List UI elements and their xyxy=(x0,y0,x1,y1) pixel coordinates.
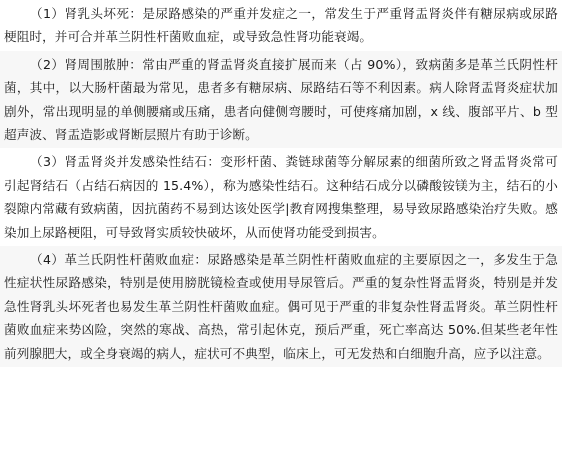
paragraph-gram-negative-sepsis: （4）革兰氏阴性杆菌败血症：尿路感染是革兰阴性杆菌败血症的主要原因之一，多发生于急性症状性尿路感染，特别是使用膀胱镜检查或使用导尿管后。严重的复杂性肾盂肾炎，特别是并发急性肾乳头坏死者也易发生革兰阴性杆菌败血症。偶可见于严重的非复杂性肾盂肾炎。革兰阴性杆菌败血症来势凶险，突然的寒战、高热，常引起休克，预后严重，死亡率高达 50%.但某些老年性前列腺肥大，或全身衰竭的病人，症状可不典型，临床上，可无发热和白细胞升高，应予以注意。 xyxy=(0,246,562,367)
paragraph-infection-stones: （3）肾盂肾炎并发感染性结石：变形杆菌、粪链球菌等分解尿素的细菌所致之肾盂肾炎常可引起肾结石（占结石病因的 15.4%），称为感染性结石。这种结石成分以磷酸铵镁为主，结石的小裂隙内常藏有致病菌，因抗菌药不易到达该处医学|教育网搜集整理，易导致尿路感染治疗失败。感染加上尿路梗阻，可导致肾实质较快破坏，从而使肾功能受到损害。 xyxy=(0,148,562,246)
paragraph-perinephric-abscess: （2）肾周围脓肿：常由严重的肾盂肾炎直接扩展而来（占 90%），致病菌多是革兰氏阴性杆菌，其中，以大肠杆菌最为常见，患者多有糖尿病、尿路结石等不利因素。病人除肾盂肾炎症状加剧外，常出现明显的单侧腰痛或压痛，患者向健侧弯腰时，可使疼痛加剧，x 线、腹部平片、b 型超声波、肾盂造影或肾断层照片有助于诊断。 xyxy=(0,51,562,149)
paragraph-papillary-necrosis: （1）肾乳头坏死：是尿路感染的严重并发症之一，常发生于严重肾盂肾炎伴有糖尿病或尿路梗阻时，并可合并革兰阴性杆菌败血症，或导致急性肾功能衰竭。 xyxy=(0,0,562,51)
